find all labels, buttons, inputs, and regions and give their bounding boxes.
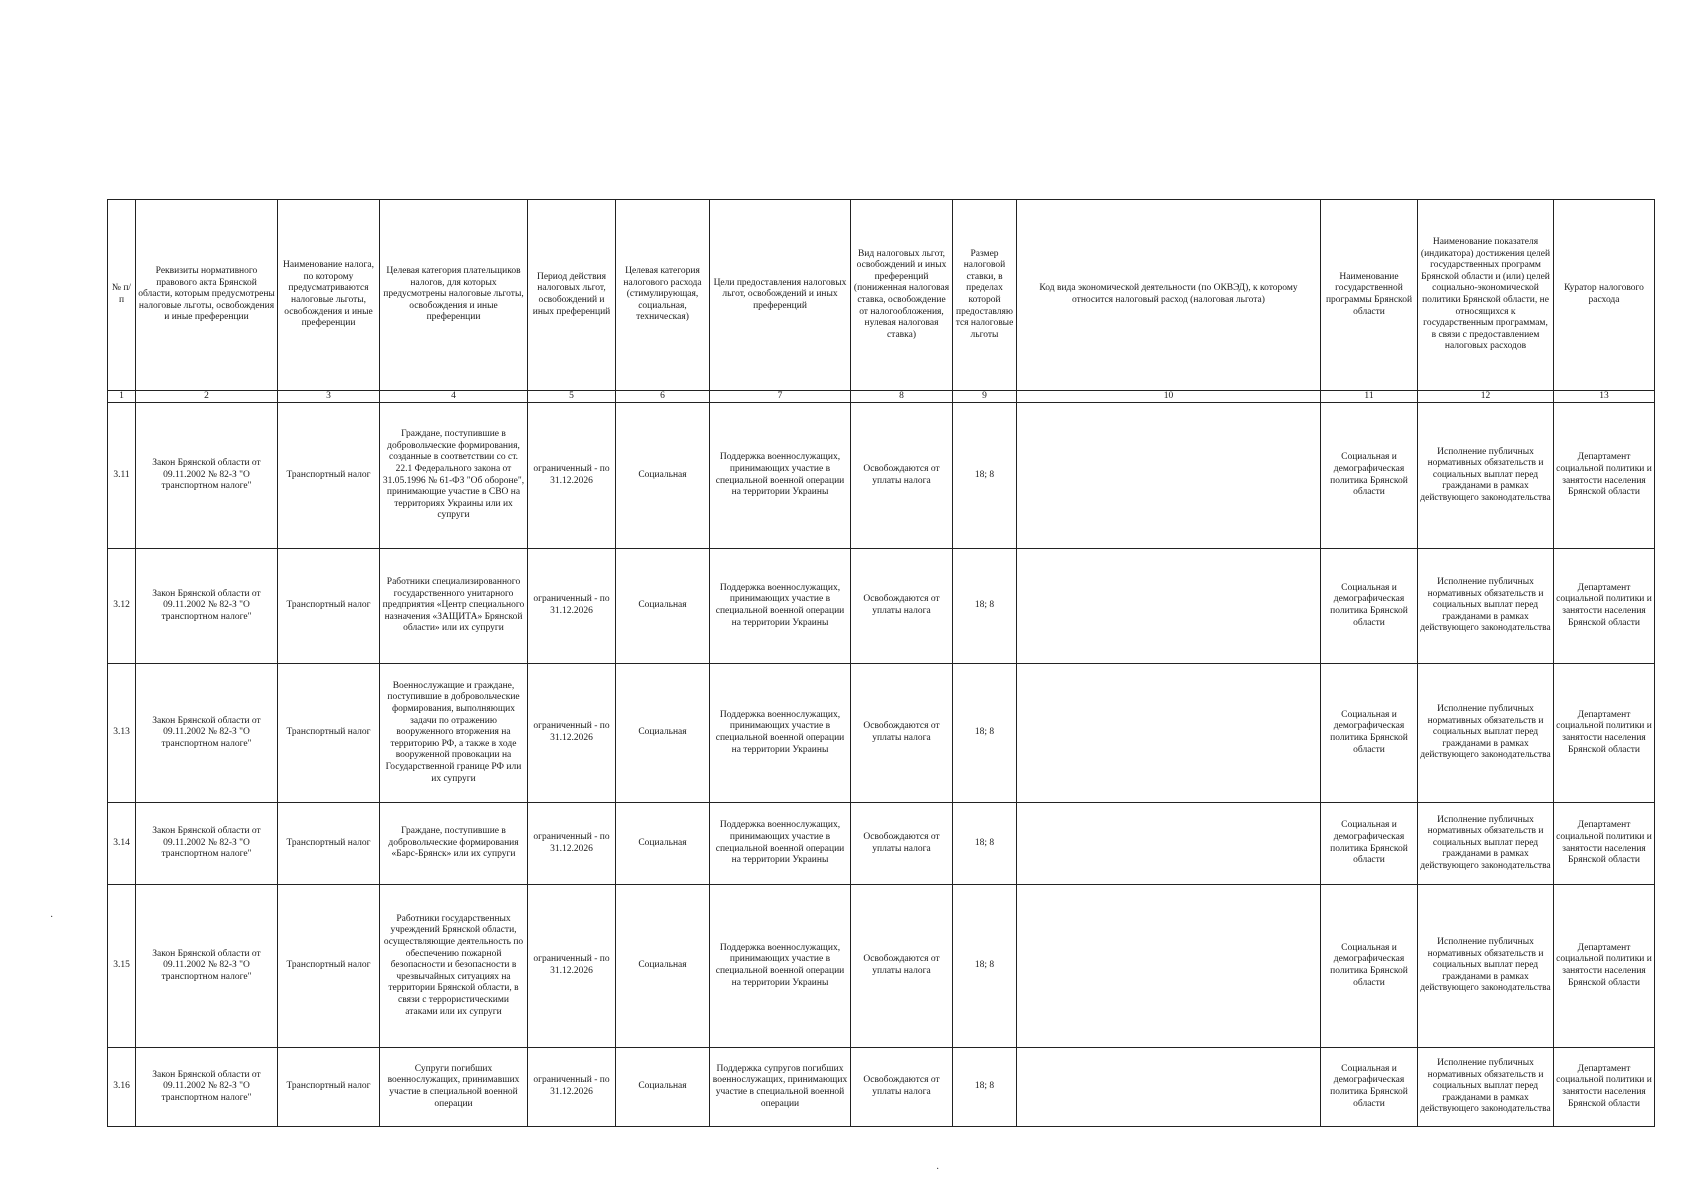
okved-cell [1017, 664, 1321, 803]
okved-cell [1017, 885, 1321, 1048]
col-header-kind: Вид налоговых льгот, освобождений и иных преференций (пониженная налоговая ставка, освобождение от налогообложения, нулевая налоговая ставка) [851, 200, 953, 391]
scan-speck: · [50, 912, 54, 923]
col-header-rate: Размер налоговой ставки, в пределах которой предоставляются налоговые льготы [953, 200, 1017, 391]
target-category-cell: Социальная [616, 803, 710, 885]
program-cell: Социальная и демографическая политика Брянской области [1321, 549, 1418, 664]
target-category-cell: Социальная [616, 1048, 710, 1127]
column-number: 9 [953, 391, 1017, 403]
legal-act-cell: Закон Брянской области от 09.11.2002 № 82-З "О транспортном налоге" [136, 403, 278, 549]
benefit-kind-cell: Освобождаются от уплаты налога [851, 664, 953, 803]
curator-cell: Департамент социальной политики и занятости населения Брянской области [1554, 1048, 1655, 1127]
program-cell: Социальная и демографическая политика Брянской области [1321, 803, 1418, 885]
payer-category-cell: Супруги погибших военнослужащих, принимавших участие в специальной военной операции [380, 1048, 528, 1127]
target-category-cell: Социальная [616, 403, 710, 549]
table-row [108, 885, 1655, 1048]
benefit-kind-cell: Освобождаются от уплаты налога [851, 803, 953, 885]
scan-speck: · [936, 1164, 940, 1175]
table-row [108, 664, 1655, 803]
curator-cell: Департамент социальной политики и занятости населения Брянской области [1554, 549, 1655, 664]
row-number: 3.15 [108, 885, 136, 1048]
program-cell: Социальная и демографическая политика Брянской области [1321, 885, 1418, 1048]
column-number: 7 [710, 391, 851, 403]
rate-cell: 18; 8 [953, 549, 1017, 664]
legal-act-cell: Закон Брянской области от 09.11.2002 № 82-З "О транспортном налоге" [136, 549, 278, 664]
column-number: 1 [108, 391, 136, 403]
target-category-cell: Социальная [616, 664, 710, 803]
rate-cell: 18; 8 [953, 403, 1017, 549]
payer-category-cell: Граждане, поступившие в добровольческие формирования «Барс-Брянск» или их супруги [380, 803, 528, 885]
tax-name-cell: Транспортный налог [278, 1048, 380, 1127]
goal-cell: Поддержка военнослужащих, принимающих участие в специальной военной операции на территории Украины [710, 403, 851, 549]
indicator-cell: Исполнение публичных нормативных обязательств и социальных выплат перед гражданами в рамках действующего законодательства [1418, 1048, 1554, 1127]
payer-category-cell: Граждане, поступившие в добровольческие формирования, созданные в соответствии со ст. 22.1 Федерального закона от 31.05.1996 № 61-ФЗ "Об обороне", принимающие участие в СВО на территориях Украины или их супруги [380, 403, 528, 549]
column-number: 3 [278, 391, 380, 403]
tax-name-cell: Транспортный налог [278, 549, 380, 664]
column-number: 2 [136, 391, 278, 403]
col-header-okved: Код вида экономической деятельности (по ОКВЭД), к которому относится налоговый расход (налоговая льгота) [1017, 200, 1321, 391]
indicator-cell: Исполнение публичных нормативных обязательств и социальных выплат перед гражданами в рамках действующего законодательства [1418, 403, 1554, 549]
col-header-tax: Наименование налога, по которому предусматриваются налоговые льготы, освобождения и иные преференции [278, 200, 380, 391]
column-number: 4 [380, 391, 528, 403]
table-row [108, 1048, 1655, 1127]
rate-cell: 18; 8 [953, 803, 1017, 885]
col-header-program: Наименование государственной программы Брянской области [1321, 200, 1418, 391]
column-number: 12 [1418, 391, 1554, 403]
legal-act-cell: Закон Брянской области от 09.11.2002 № 82-З "О транспортном налоге" [136, 803, 278, 885]
column-number: 13 [1554, 391, 1655, 403]
period-cell: ограниченный - по 31.12.2026 [528, 549, 616, 664]
table-row [108, 403, 1655, 549]
period-cell: ограниченный - по 31.12.2026 [528, 803, 616, 885]
goal-cell: Поддержка супругов погибших военнослужащих, принимающих участие в специальной военной операции [710, 1048, 851, 1127]
payer-category-cell: Работники специализированного государственного унитарного предприятия «Центр специального назначения «ЗАЩИТА» Брянской области» или их супруги [380, 549, 528, 664]
tax-name-cell: Транспортный налог [278, 403, 380, 549]
benefit-kind-cell: Освобождаются от уплаты налога [851, 885, 953, 1048]
okved-cell [1017, 549, 1321, 664]
period-cell: ограниченный - по 31.12.2026 [528, 1048, 616, 1127]
row-number: 3.14 [108, 803, 136, 885]
col-header-curator: Куратор налогового расхода [1554, 200, 1655, 391]
tax-name-cell: Транспортный налог [278, 803, 380, 885]
rate-cell: 18; 8 [953, 664, 1017, 803]
column-number: 11 [1321, 391, 1418, 403]
col-header-indicator: Наименование показателя (индикатора) достижения целей государственных программ Брянской области и (или) целей социально-экономической политики Брянской области, не относящихся к государственным программам, в связи с предоставлением налоговых расходов [1418, 200, 1554, 391]
document-sheet [107, 199, 1654, 1127]
column-number: 10 [1017, 391, 1321, 403]
indicator-cell: Исполнение публичных нормативных обязательств и социальных выплат перед гражданами в рамках действующего законодательства [1418, 549, 1554, 664]
legal-act-cell: Закон Брянской области от 09.11.2002 № 82-З "О транспортном налоге" [136, 885, 278, 1048]
col-header-goal: Цели предоставления налоговых льгот, освобождений и иных преференций [710, 200, 851, 391]
curator-cell: Департамент социальной политики и занятости населения Брянской области [1554, 803, 1655, 885]
goal-cell: Поддержка военнослужащих, принимающих участие в специальной военной операции на территории Украины [710, 664, 851, 803]
benefit-kind-cell: Освобождаются от уплаты налога [851, 403, 953, 549]
program-cell: Социальная и демографическая политика Брянской области [1321, 403, 1418, 549]
table-row [108, 549, 1655, 664]
tax-expenditure-table [107, 199, 1655, 1127]
okved-cell [1017, 1048, 1321, 1127]
indicator-cell: Исполнение публичных нормативных обязательств и социальных выплат перед гражданами в рамках действующего законодательства [1418, 885, 1554, 1048]
okved-cell [1017, 803, 1321, 885]
goal-cell: Поддержка военнослужащих, принимающих участие в специальной военной операции на территории Украины [710, 549, 851, 664]
row-number: 3.13 [108, 664, 136, 803]
column-number: 8 [851, 391, 953, 403]
column-number: 6 [616, 391, 710, 403]
curator-cell: Департамент социальной политики и занятости населения Брянской области [1554, 403, 1655, 549]
rate-cell: 18; 8 [953, 885, 1017, 1048]
legal-act-cell: Закон Брянской области от 09.11.2002 № 82-З "О транспортном налоге" [136, 1048, 278, 1127]
curator-cell: Департамент социальной политики и занятости населения Брянской области [1554, 664, 1655, 803]
curator-cell: Департамент социальной политики и занятости населения Брянской области [1554, 885, 1655, 1048]
tax-name-cell: Транспортный налог [278, 885, 380, 1048]
target-category-cell: Социальная [616, 885, 710, 1048]
col-header-period: Период действия налоговых льгот, освобождений и иных преференций [528, 200, 616, 391]
payer-category-cell: Работники государственных учреждений Брянской области, осуществляющие деятельность по обеспечению пожарной безопасности и безопасности в чрезвычайных ситуациях на территории Брянской области, в связи с террористическими атаками или их супруги [380, 885, 528, 1048]
benefit-kind-cell: Освобождаются от уплаты налога [851, 549, 953, 664]
header-row [108, 200, 1655, 391]
goal-cell: Поддержка военнослужащих, принимающих участие в специальной военной операции на территории Украины [710, 885, 851, 1048]
indicator-cell: Исполнение публичных нормативных обязательств и социальных выплат перед гражданами в рамках действующего законодательства [1418, 664, 1554, 803]
row-number: 3.16 [108, 1048, 136, 1127]
tax-name-cell: Транспортный налог [278, 664, 380, 803]
col-header-act: Реквизиты нормативного правового акта Брянской области, которым предусмотрены налоговые льготы, освобождения и иные преференции [136, 200, 278, 391]
benefit-kind-cell: Освобождаются от уплаты налога [851, 1048, 953, 1127]
column-number-row [108, 391, 1655, 403]
goal-cell: Поддержка военнослужащих, принимающих участие в специальной военной операции на территории Украины [710, 803, 851, 885]
payer-category-cell: Военнослужащие и граждане, поступившие в добровольческие формирования, выполняющих задачи по отражению вооруженного вторжения на территорию РФ, а также в ходе вооруженной провокации на Государственной границе РФ или их супруги [380, 664, 528, 803]
col-header-category: Целевая категория плательщиков налогов, для которых предусмотрены налоговые льготы, освобождения и иные преференции [380, 200, 528, 391]
table-row [108, 803, 1655, 885]
period-cell: ограниченный - по 31.12.2026 [528, 664, 616, 803]
indicator-cell: Исполнение публичных нормативных обязательств и социальных выплат перед гражданами в рамках действующего законодательства [1418, 803, 1554, 885]
row-number: 3.11 [108, 403, 136, 549]
program-cell: Социальная и демографическая политика Брянской области [1321, 664, 1418, 803]
col-header-target: Целевая категория налогового расхода (стимулирующая, социальная, техническая) [616, 200, 710, 391]
legal-act-cell: Закон Брянской области от 09.11.2002 № 82-З "О транспортном налоге" [136, 664, 278, 803]
okved-cell [1017, 403, 1321, 549]
target-category-cell: Социальная [616, 549, 710, 664]
rate-cell: 18; 8 [953, 1048, 1017, 1127]
column-number: 5 [528, 391, 616, 403]
period-cell: ограниченный - по 31.12.2026 [528, 885, 616, 1048]
row-number: 3.12 [108, 549, 136, 664]
col-header-num: № п/п [108, 200, 136, 391]
period-cell: ограниченный - по 31.12.2026 [528, 403, 616, 549]
program-cell: Социальная и демографическая политика Брянской области [1321, 1048, 1418, 1127]
